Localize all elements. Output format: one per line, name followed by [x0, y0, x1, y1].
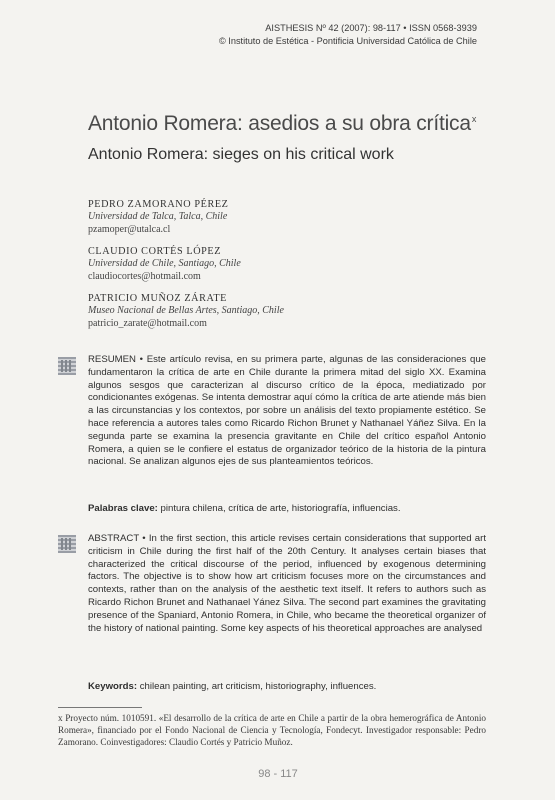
abstract-paragraph	[88, 533, 486, 635]
author-affiliation: Universidad de Chile, Santiago, Chile	[88, 258, 241, 269]
resumen-text: Este artículo revisa, en su primera parte, algunas de las consideraciones que fundamentaron la crítica de arte en Chile durante la primera mitad del siglo XX. Examina algunos sesgos que caracterizan al discurso crítico de la época, mediatizado por condicionantes exógenas. Se intenta demostrar aquí cómo la crítica de arte atiende más bien a las circunstancias y los contextos, por sobre un análisis del texto propiamente estético. Se hace referencia a autores tales como Ricardo Richon Brunet y Nathanael Yáñez Silva. En la segunda parte se examina la presencia gravitante en Chile del crítico español Antonio Romera, a quien se le confiere el estatus de organizador teórico de la historia de la pintura nacional. Se analizan algunos ejes de sus planteamientos teóricos.	[88, 354, 487, 468]
author-list	[88, 198, 468, 339]
author-email[interactable]: claudiocortes@hotmail.com	[88, 270, 201, 282]
author-block	[88, 292, 468, 330]
resumen-label: RESUMEN •	[88, 354, 144, 365]
footnote-divider	[58, 707, 142, 708]
resumen-paragraph	[88, 354, 486, 469]
journal-header	[219, 22, 477, 48]
keywords-label: Keywords:	[88, 681, 138, 692]
author-affiliation: Universidad de Talca, Talca, Chile	[88, 211, 228, 222]
qr-code-icon	[58, 357, 76, 375]
author-email[interactable]: patricio_zarate@hotmail.com	[88, 317, 207, 329]
palabras-clave	[88, 503, 486, 516]
qr-code-icon	[58, 535, 76, 553]
article-title-es	[88, 112, 508, 136]
author-block	[88, 245, 468, 283]
author-name: PEDRO ZAMORANO PÉREZ	[88, 199, 229, 210]
keywords-text: chilean painting, art criticism, historiography, influences.	[139, 681, 377, 692]
abstract-label: ABSTRACT •	[88, 533, 146, 544]
palabras-clave-label: Palabras clave:	[88, 503, 158, 514]
title-footnote-mark: x	[471, 114, 477, 124]
keywords	[88, 681, 486, 694]
abstract-text: In the first section, this article revises certain considerations that supported art criticism in Chile during the first half of the 20th Century. It analyses certain biases that characterized the critical discourse of the period, influenced by exogenous determining factors. The objective is to show how art criticism focuses more on the circumstances and contexts, rather than on the analysis of the aesthetic text itself. It refers to authors such as Ricardo Richon Brunet and Nathanael Yánez Silva. The second part examines the gravitating presence of the Spaniard, Antonio Romera, in Chile, who became the theoretical organizer of the history of national painting. Some key aspects of his theoretical approaches are analysed	[88, 533, 486, 634]
author-name: PATRICIO MUÑOZ ZÁRATE	[88, 293, 228, 304]
article-title-en: Antonio Romera: sieges on his critical work	[88, 146, 394, 163]
palabras-clave-text: pintura chilena, crítica de arte, historiografía, influencias.	[160, 503, 401, 514]
author-name: CLAUDIO CORTÉS LÓPEZ	[88, 246, 222, 257]
page-number: 98 - 117	[258, 768, 298, 780]
author-affiliation: Museo Nacional de Bellas Artes, Santiago, Chile	[88, 305, 284, 316]
footnote: x Proyecto núm. 1010591. «El desarrollo de la crítica de arte en Chile a partir de la obra hemerográfica de Antonio Romera», financiado por el Fondo Nacional de Ciencia y Tecnología, Fondecyt. Investigador responsable: Pedro Zamorano. Coinvestigadores: Claudio Cortés y Patricio Muñoz.	[58, 713, 486, 748]
journal-publisher: © Instituto de Estética - Pontificia Universidad Católica de Chile	[218, 36, 477, 46]
article-title-text: Antonio Romera: asedios a su obra crítica	[88, 112, 471, 135]
author-block	[88, 198, 468, 236]
author-email[interactable]: pzamoper@utalca.cl	[88, 223, 171, 235]
journal-citation: AISTHESIS Nº 42 (2007): 98-117 • ISSN 0568-3939	[265, 23, 477, 33]
